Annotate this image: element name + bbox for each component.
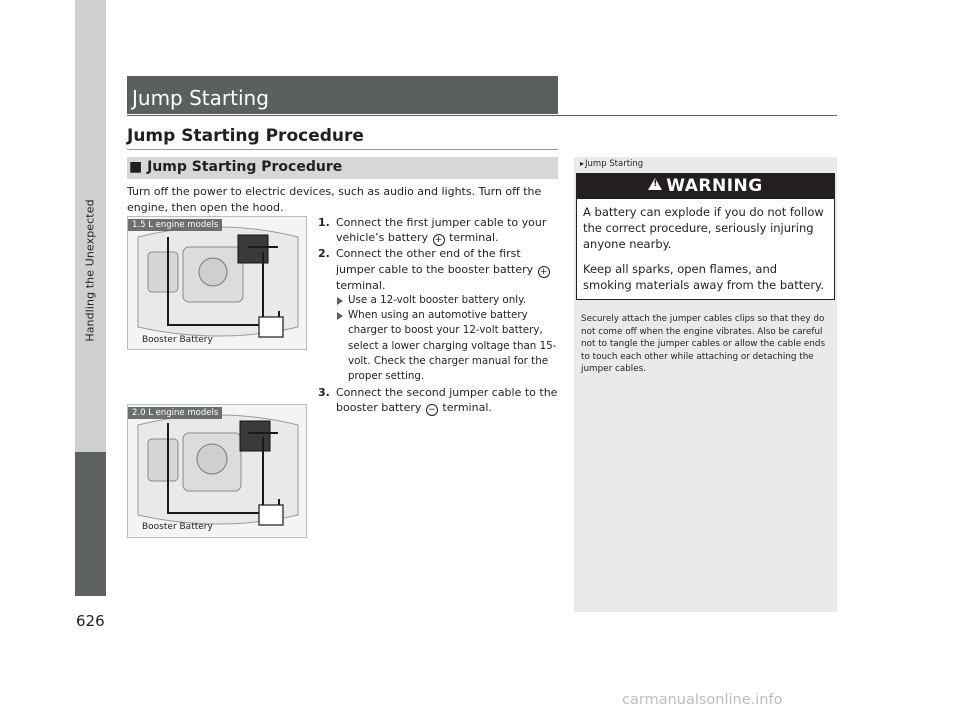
step-1 <box>318 215 560 246</box>
side-label <box>74 80 106 460</box>
arrow-right-icon <box>337 297 343 305</box>
step-text: Connect the other end of the first jumper cable to the booster battery <box>336 247 534 276</box>
steps-list <box>318 215 560 416</box>
figure-tag: 2.0 L engine models <box>128 407 222 419</box>
watermark: carmanualsonline.info <box>622 692 783 708</box>
figure-engine-1-5 <box>127 216 307 350</box>
chapter-title: Jump Starting <box>132 86 269 110</box>
step-number: 1. <box>318 216 330 229</box>
section-rule <box>127 149 558 150</box>
engine-bay-illustration <box>128 217 307 350</box>
minus-terminal-icon: − <box>426 404 438 416</box>
step-text-end: terminal. <box>442 400 492 414</box>
figure-engine-2-0 <box>127 404 307 538</box>
warning-title: WARNING <box>666 176 763 196</box>
figure-tag: 1.5 L engine models <box>128 219 222 231</box>
step-2-note-1 <box>336 293 560 308</box>
note-text: Use a 12-volt booster battery only. <box>348 293 527 306</box>
section-heading: Jump Starting Procedure <box>127 126 364 146</box>
reference-icon: ▸ <box>580 159 585 168</box>
title-rule <box>127 115 837 116</box>
step-text-end: terminal. <box>449 231 499 245</box>
step-text-end: terminal. <box>336 278 386 292</box>
side-label-text: Handling the Unexpected <box>83 198 97 342</box>
engine-bay-illustration <box>128 405 307 538</box>
step-2 <box>318 246 560 384</box>
subheading-marker-icon: ■ <box>129 159 143 175</box>
arrow-right-icon <box>337 312 343 320</box>
subheading-text: Jump Starting Procedure <box>147 159 343 175</box>
step-text: Connect the first jumper cable to your vehicle’s battery <box>336 216 547 245</box>
step-3 <box>318 385 560 416</box>
side-tab-marker <box>75 452 106 596</box>
warning-paragraph-1: A battery can explode if you do not follow the correct procedure, seriously injuring anyone nearby. <box>583 205 824 251</box>
page-number: 626 <box>76 612 105 630</box>
sidebar-body: Securely attach the jumper cables clips so that they do not come off when the engine vibrates. Also be careful not to tangle the jumper cables or allow the cable ends to touch each other while attaching or detaching the jumper cables. <box>581 314 826 375</box>
warning-header <box>577 174 834 199</box>
sidebar-ref-label <box>580 159 643 169</box>
warning-icon <box>648 178 662 190</box>
plus-terminal-icon: + <box>538 266 550 278</box>
step-2-note-2 <box>336 308 560 384</box>
warning-box <box>576 173 835 300</box>
subheading <box>129 159 342 175</box>
note-text: When using an automotive battery charger to boost your 12-volt battery, select a lower charging voltage than 15-volt. Check the charger manual for the proper setting. <box>348 309 557 383</box>
step-text: Connect the second jumper cable to the booster battery <box>336 385 558 414</box>
warning-paragraph-2: Keep all sparks, open flames, and smoking materials away from the battery. <box>583 262 824 292</box>
intro-paragraph: Turn off the power to electric devices, such as audio and lights. Turn off the engine, then open the hood. <box>127 185 542 214</box>
step-number: 3. <box>318 385 330 399</box>
figure-caption: Booster Battery <box>142 335 213 345</box>
plus-terminal-icon: + <box>433 234 445 246</box>
figure-caption: Booster Battery <box>142 522 213 532</box>
sidebar-ref-text: Jump Starting <box>585 159 644 169</box>
step-number: 2. <box>318 247 330 261</box>
